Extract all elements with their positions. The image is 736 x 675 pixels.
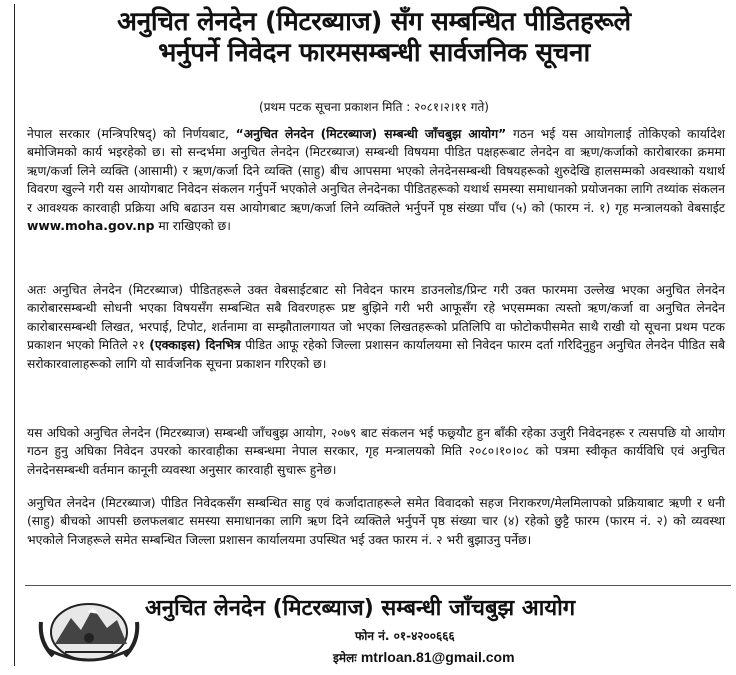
website-link[interactable]: www.moha.gov.np bbox=[27, 219, 155, 234]
nepal-government-emblem-icon bbox=[37, 592, 141, 666]
paragraph-1-text-b: गठन भई यस आयोगलाई तोकिएको कार्यादेश बमोजिमको कार्य भइरहेको छ। सो सन्दर्भमा अनुचित लेनदेन (मिटरब्याज) सम्बन्धी विषयमा पीडित पक्षहरूबाट लेनदेन वा ऋण/कर्जाको कारोबारका क्रममा ऋण/कर्जा लिने व्यक्ति (आसामी) र ऋण/कर्जा दिने व्यक्ति (साहु) बीच आपसमा भएको लेनदेनसम्बन्धी विषयहरूको शुरुदेखि हालसम्मको अवस्थाको यथार्थ विवरण खुल्ने गरी यस आयोगबाट निवेदन संकलन गर्नुपर्ने भएकोले अनुचित लेनदेनका पीडितहरूको यथार्थ समस्या समाधानको प्रयोजनका लागि तथ्यांक संकलन र आवश्यक कारवाही प्रक्रिया अघि बढाउन यस आयोगबाट ऋण/कर्जा लिने व्यक्तिले भर्नुपर्ने पृष्ठ संख्या पाँच (५) को (फारम नं. १) गृह मन्त्रालयको वेबसाईट bbox=[27, 127, 725, 215]
paragraph-2-text-b: पीडित आफू रहेको जिल्ला प्रशासन कार्यालयमा सो निवेदन फारम दर्ता गरिदिनुहुन अनुचित लेनदेन पीडित सबै सरोकारवालाहरूको लागि यो सार्वजनिक सूचना प्रकाशन गरिएको छ। bbox=[27, 338, 725, 371]
phone-contact bbox=[355, 627, 455, 644]
email-address[interactable]: mtrloan.81@gmail.com bbox=[360, 649, 515, 665]
phone-label: फोन नं. bbox=[355, 629, 390, 643]
paragraph-4: अनुचित लेनदेन (मिटरब्याज) पीडित निवेदकसँग सम्बन्धित साहु एवं कर्जादाताहरूले समेत विवादको सहज निराकरण/मेलमिलापको प्रक्रियाबाट ऋणी र धनी (साहु) बीचको आपसी छलफलबाट समस्या समाधानका लागि ऋण दिने व्यक्तिले भर्नुपर्ने पृष्ठ संख्या चार (४) रहेको छुट्टै फारम (फारम नं. २) को व्यवस्था भएकोले निजहरूले समेत सम्बन्धित जिल्ला प्रशासन कार्यालयमा उपस्थित भई उक्त फारम नं. २ भरी बुझाउनु पर्नेछ। bbox=[27, 496, 725, 547]
public-notice bbox=[14, 4, 733, 666]
notice-title-line-1: अनुचित लेनदेन (मिटरब्याज) सँग सम्बन्धित पीडितहरूले bbox=[117, 7, 631, 37]
paragraph-1-text-c: मा राखिएको छ। bbox=[154, 219, 231, 234]
email-label: इमेलः bbox=[333, 651, 357, 665]
deadline-days-bold: (एक्काइस) दिनभित्र bbox=[149, 338, 241, 353]
phone-number: ०१-४२००६६६ bbox=[393, 629, 455, 643]
publication-date: (प्रथम पटक सूचना प्रकाशन मिति : २०८१।२।११ गते) bbox=[259, 100, 489, 114]
paragraph-3: यस अघिको अनुचित लेनदेन (मिटरब्याज) सम्बन्धी जाँचबुझ आयोग, २०७९ बाट संकलन भई फछ्र्यौट हुन बाँकी रहेका उजुरी निवेदनहरू र त्यसपछि यो आयोग गठन हुनु अघिका निवेदन उपरको कारवाहीका सम्बन्धमा नेपाल सरकार, गृह मन्त्रालयको मिति २०८०।१०।०८ को पत्रमा स्वीकृत कार्यविधि एवं अनुचित लेनदेनसम्बन्धी वर्तमान कानूनी व्यवस्था अनुसार कारवाही सुचारू हुनेछ। bbox=[27, 426, 725, 477]
notice-title bbox=[21, 7, 727, 69]
footer-divider bbox=[25, 585, 731, 586]
email-contact bbox=[333, 649, 515, 666]
commission-name-footer: अनुचित लेनदेन (मिटरब्याज) सम्बन्धी जाँचबुझ आयोग bbox=[145, 596, 576, 621]
notice-title-line-2: भर्नुपर्ने निवेदन फारमसम्बन्धी सार्वजनिक सूचना bbox=[158, 38, 590, 68]
paragraph-1-text-a: नेपाल सरकार (मन्त्रिपरिषद्) को निर्णयबाट, bbox=[27, 127, 236, 141]
commission-name-bold: “अनुचित लेनदेन (मिटरब्याज) सम्बन्धी जाँचबुझ आयोग” bbox=[235, 127, 507, 141]
paragraph-1 bbox=[27, 125, 725, 235]
paragraph-2-text-a: अतः अनुचित लेनदेन (मिटरब्याज) पीडितहरूले उक्त वेबसाईटबाट सो निवेदन फारम डाउनलोड/प्रिन्ट गरी उक्त फारममा उल्लेख भएका अनुचित लेनदेन कारोबारसम्बन्धी सोधनी भएका विषयसँग सम्बन्धित सबै विवरणहरू प्रष्ट बुझिने गरी भरी आफूसँग रहे भएसम्मका त्यस्तो ऋण/कर्जा वा अनुचित लेनदेन कारोबारसम्बन्धी लिखत, भरपाई, टिपोट, शर्तनामा वा सम्झौतालगायत जो भएका लिखतहरूको प्रतिलिपि वा फोटोकपीसमेत साथै राखी यो सूचना प्रथम पटक प्रकाशन भएको मितिले २१ bbox=[27, 283, 725, 353]
paragraph-2 bbox=[27, 281, 725, 373]
